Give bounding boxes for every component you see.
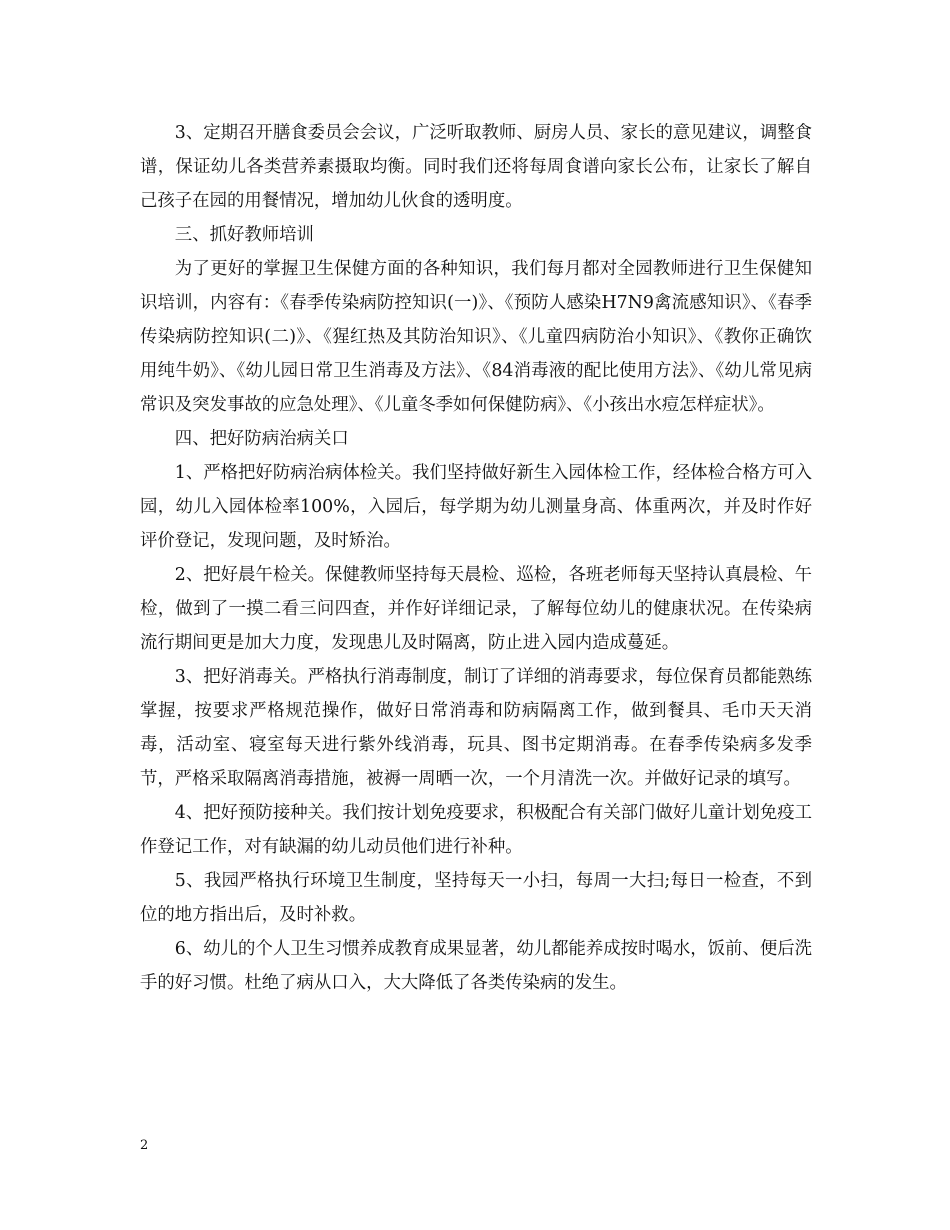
paragraph-health-check: 1、严格把好防病治病体检关。我们坚持做好新生入园体检工作，经体检合格方可入园，幼儿入园体检率100%，入园后，每学期为幼儿测量身高、体重两次，并及时作好评价登记，发现问题，及时矫治。 (140, 463, 812, 551)
paragraph-environment-hygiene: 5、我园严格执行环境卫生制度，坚持每天一小扫，每周一大扫;每日一检查，不到位的地方指出后，及时补救。 (140, 871, 812, 925)
paragraph-training-topics: 为了更好的掌握卫生保健方面的各种知识，我们每月都对全园教师进行卫生保健知识培训，内容有：《春季传染病防控知识(一)》、《预防人感染H7N9禽流感知识》、《春季传染病防控知识(二)》、《猩红热及其防治知识》、《儿童四病防治小知识》、《教你正确饮用纯牛奶》、《幼儿园日常卫生消毒及方法》、《84消毒液的配比使用方法》、《幼儿常见病常识及突发事故的应急处理》、《儿童冬季如何保健防病》、《小孩出水痘怎样症状》。 (140, 259, 812, 415)
paragraph-morning-check: 2、把好晨午检关。保健教师坚持每天晨检、巡检，各班老师每天坚持认真晨检、午检，做到了一摸二看三问四查，并作好详细记录，了解每位幼儿的健康状况。在传染病流行期间更是加大力度，发现患儿及时隔离，防止进入园内造成蔓延。 (140, 565, 812, 653)
heading-teacher-training: 三、抓好教师培训 (174, 225, 314, 245)
paragraph-vaccination: 4、把好预防接种关。我们按计划免疫要求，积极配合有关部门做好儿童计划免疫工作登记工作，对有缺漏的幼儿动员他们进行补种。 (140, 803, 812, 857)
heading-disease-prevention: 四、把好防病治病关口 (174, 429, 349, 449)
page-number: 2 (140, 1138, 149, 1153)
paragraph-disinfection: 3、把好消毒关。严格执行消毒制度，制订了详细的消毒要求，每位保育员都能熟练掌握，按要求严格规范操作，做好日常消毒和防病隔离工作，做到餐具、毛巾天天消毒，活动室、寝室每天进行紫外线消毒，玩具、图书定期消毒。在春季传染病多发季节，严格采取隔离消毒措施，被褥一周晒一次，一个月清洗一次。并做好记录的填写。 (140, 667, 812, 789)
paragraph-menu-committee: 3、定期召开膳食委员会会议，广泛听取教师、厨房人员、家长的意见建议，调整食谱，保证幼儿各类营养素摄取均衡。同时我们还将每周食谱向家长公布，让家长了解自己孩子在园的用餐情况，增加幼儿伙食的透明度。 (140, 123, 812, 211)
document-body (140, 116, 812, 1000)
paragraph-personal-hygiene: 6、幼儿的个人卫生习惯养成教育成果显著，幼儿都能养成按时喝水，饭前、便后洗手的好习惯。杜绝了病从口入，大大降低了各类传染病的发生。 (140, 939, 812, 993)
